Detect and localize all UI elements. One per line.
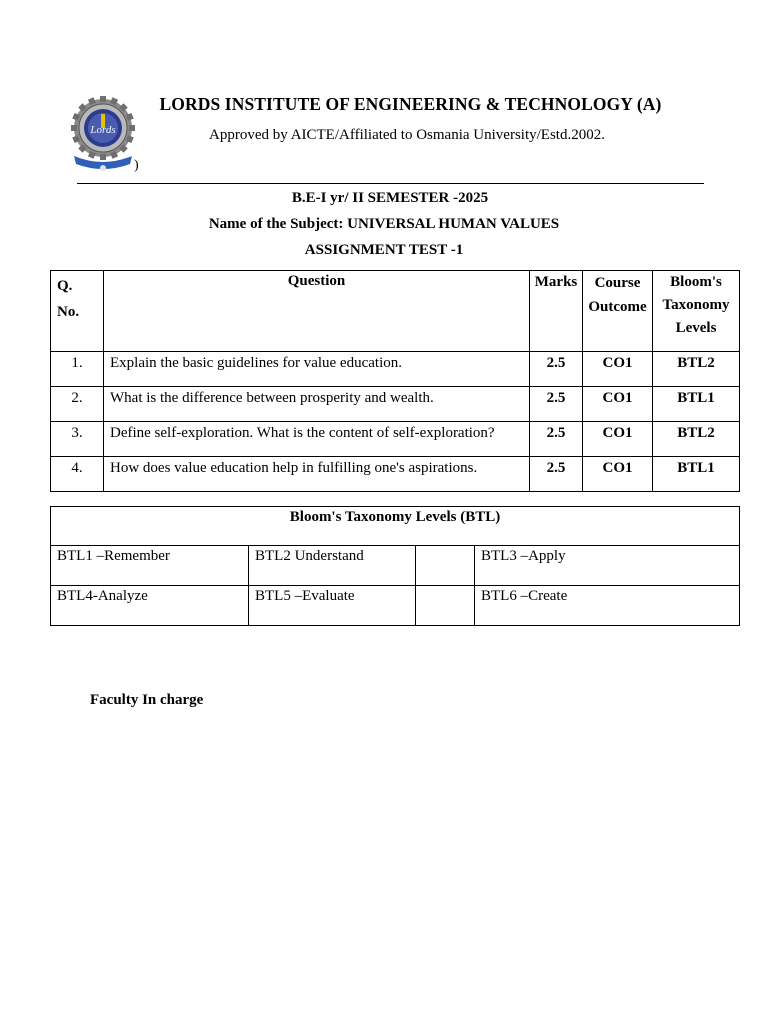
- approval-line: Approved by AICTE/Affiliated to Osmania University/Estd.2002.: [209, 127, 605, 143]
- header-blooms-level: Bloom's Taxonomy Levels: [653, 271, 740, 352]
- header-divider: [77, 183, 704, 184]
- question-number: 1.: [51, 352, 104, 387]
- logo-parenthesis: ): [134, 158, 139, 173]
- question-number: 4.: [51, 457, 104, 492]
- question-marks: 2.5: [530, 387, 583, 422]
- btl-legend-table: [50, 506, 740, 626]
- btl-cell: BTL1 –Remember: [51, 546, 249, 586]
- table-row: [51, 457, 740, 492]
- question-btl: BTL2: [653, 352, 740, 387]
- subject-line: Name of the Subject: UNIVERSAL HUMAN VALUES: [208, 216, 560, 232]
- question-text: Explain the basic guidelines for value education.: [104, 352, 530, 387]
- questions-table: [50, 270, 740, 492]
- btl-cell: BTL3 –Apply: [475, 546, 740, 586]
- question-text: What is the difference between prosperity and wealth.: [104, 387, 530, 422]
- question-marks: 2.5: [530, 422, 583, 457]
- btl-cell-empty: [416, 586, 475, 626]
- semester-line: B.E-I yr/ II SEMESTER -2025: [291, 190, 489, 206]
- questions-header-row: [51, 271, 740, 352]
- question-text: How does value education help in fulfilling one's aspirations.: [104, 457, 530, 492]
- question-co: CO1: [583, 422, 653, 457]
- btl-table-title: Bloom's Taxonomy Levels (BTL): [51, 507, 740, 546]
- svg-text:Lords: Lords: [90, 124, 116, 136]
- question-number: 3.: [51, 422, 104, 457]
- header-q-no: Q. No.: [51, 271, 104, 352]
- btl-cell: BTL5 –Evaluate: [249, 586, 416, 626]
- question-marks: 2.5: [530, 457, 583, 492]
- header-course-outcome: Course Outcome: [583, 271, 653, 352]
- table-row: [51, 586, 740, 626]
- question-co: CO1: [583, 387, 653, 422]
- table-row: [51, 387, 740, 422]
- btl-title-row: [51, 507, 740, 546]
- question-text: Define self-exploration. What is the content of self-exploration?: [104, 422, 530, 457]
- btl-cell: BTL4-Analyze: [51, 586, 249, 626]
- table-row: [51, 546, 740, 586]
- question-number: 2.: [51, 387, 104, 422]
- question-btl: BTL2: [653, 422, 740, 457]
- faculty-in-charge: Faculty In charge: [90, 692, 204, 708]
- question-marks: 2.5: [530, 352, 583, 387]
- btl-cell: BTL6 –Create: [475, 586, 740, 626]
- question-btl: BTL1: [653, 457, 740, 492]
- btl-cell-empty: [416, 546, 475, 586]
- btl-cell: BTL2 Understand: [249, 546, 416, 586]
- header-question: Question: [104, 271, 530, 352]
- institute-name: LORDS INSTITUTE OF ENGINEERING & TECHNOLOGY (A): [159, 94, 662, 114]
- question-co: CO1: [583, 352, 653, 387]
- question-btl: BTL1: [653, 387, 740, 422]
- table-row: [51, 422, 740, 457]
- assignment-title: ASSIGNMENT TEST -1: [304, 242, 464, 258]
- question-co: CO1: [583, 457, 653, 492]
- header-marks: Marks: [530, 271, 583, 352]
- table-row: [51, 352, 740, 387]
